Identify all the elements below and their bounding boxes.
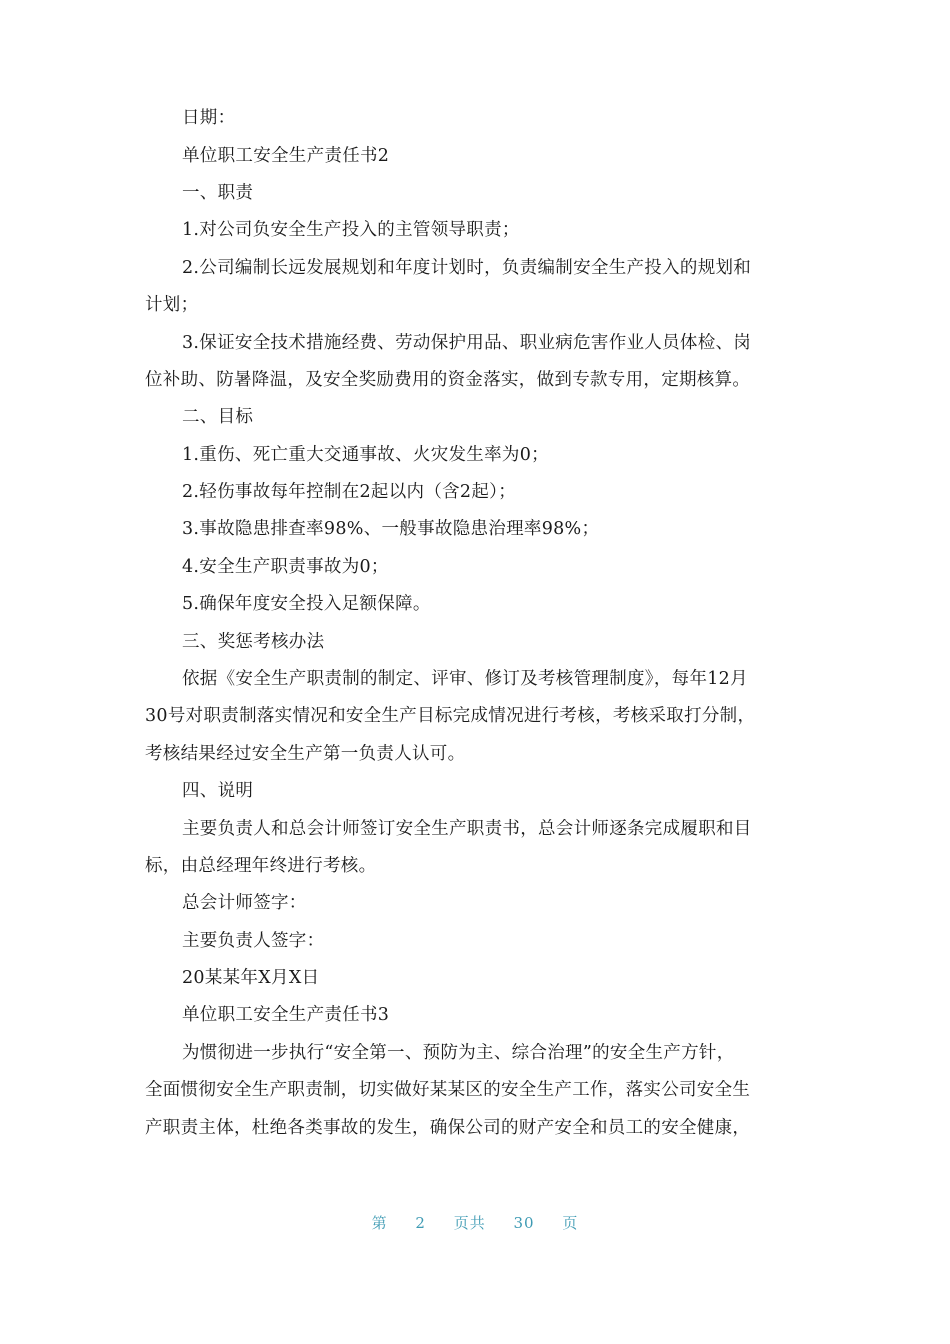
paragraph-line: 位补助、防暑降温，及安全奖励费用的资金落实，做到专款专用，定期核算。 xyxy=(145,370,751,390)
footer-total-pages: 30 xyxy=(513,1214,535,1232)
heading-assessment: 三、奖惩考核办法 xyxy=(182,632,325,652)
footer-suffix: 页 xyxy=(562,1214,579,1232)
page-footer xyxy=(0,1212,950,1233)
heading-goals: 二、目标 xyxy=(182,407,254,427)
paragraph-line: 1.重伤、死亡重大交通事故、火灾发生率为0； xyxy=(182,445,549,465)
heading-notes: 四、说明 xyxy=(182,781,254,801)
paragraph-line: 全面惯彻安全生产职责制，切实做好某某区的安全生产工作，落实公司安全生 xyxy=(145,1080,751,1100)
paragraph-line: 主要负责人和总会计师签订安全生产职责书，总会计师逐条完成履职和目 xyxy=(182,819,752,839)
paragraph-line: 30号对职责制落实情况和安全生产目标完成情况进行考核，考核采取打分制， xyxy=(145,706,756,726)
paragraph-line: 2.轻伤事故每年控制在2起以内（含2起）； xyxy=(182,482,517,502)
heading-duties: 一、职责 xyxy=(182,183,254,203)
paragraph-line: 依据《安全生产职责制的制定、评审、修订及考核管理制度》，每年12月 xyxy=(182,669,748,689)
section-title: 单位职工安全生产责任书3 xyxy=(182,1005,390,1025)
paragraph-line: 产职责主体，杜绝各类事故的发生，确保公司的财产安全和员工的安全健康， xyxy=(145,1118,751,1138)
paragraph-line: 1.对公司负安全生产投入的主管领导职责； xyxy=(182,220,520,240)
footer-middle: 页共 xyxy=(453,1214,486,1232)
signature-principal: 主要负责人签字： xyxy=(182,931,325,951)
date-label: 日期： xyxy=(182,108,236,128)
footer-current-page: 2 xyxy=(415,1214,426,1232)
paragraph-line: 计划； xyxy=(145,295,199,315)
paragraph-line: 3.保证安全技术措施经费、劳动保护用品、职业病危害作业人员体检、岗 xyxy=(182,333,752,353)
paragraph-line: 5.确保年度安全投入足额保障。 xyxy=(182,594,431,614)
footer-prefix: 第 xyxy=(371,1214,388,1232)
date-line: 20某某年X月X日 xyxy=(182,968,320,988)
signature-accountant: 总会计师签字： xyxy=(182,893,307,913)
paragraph-line: 4.安全生产职责事故为0； xyxy=(182,557,389,577)
section-title: 单位职工安全生产责任书2 xyxy=(182,146,390,166)
paragraph-line: 为惯彻进一步执行“安全第一、预防为主、综合治理”的安全生产方针， xyxy=(182,1043,735,1063)
paragraph-line: 2.公司编制长远发展规划和年度计划时，负责编制安全生产投入的规划和 xyxy=(182,258,752,278)
paragraph-line: 考核结果经过安全生产第一负责人认可。 xyxy=(145,744,466,764)
paragraph-line: 标，由总经理年终进行考核。 xyxy=(145,856,377,876)
paragraph-line: 3.事故隐患排查率98%、一般事故隐患治理率98%； xyxy=(182,519,600,539)
